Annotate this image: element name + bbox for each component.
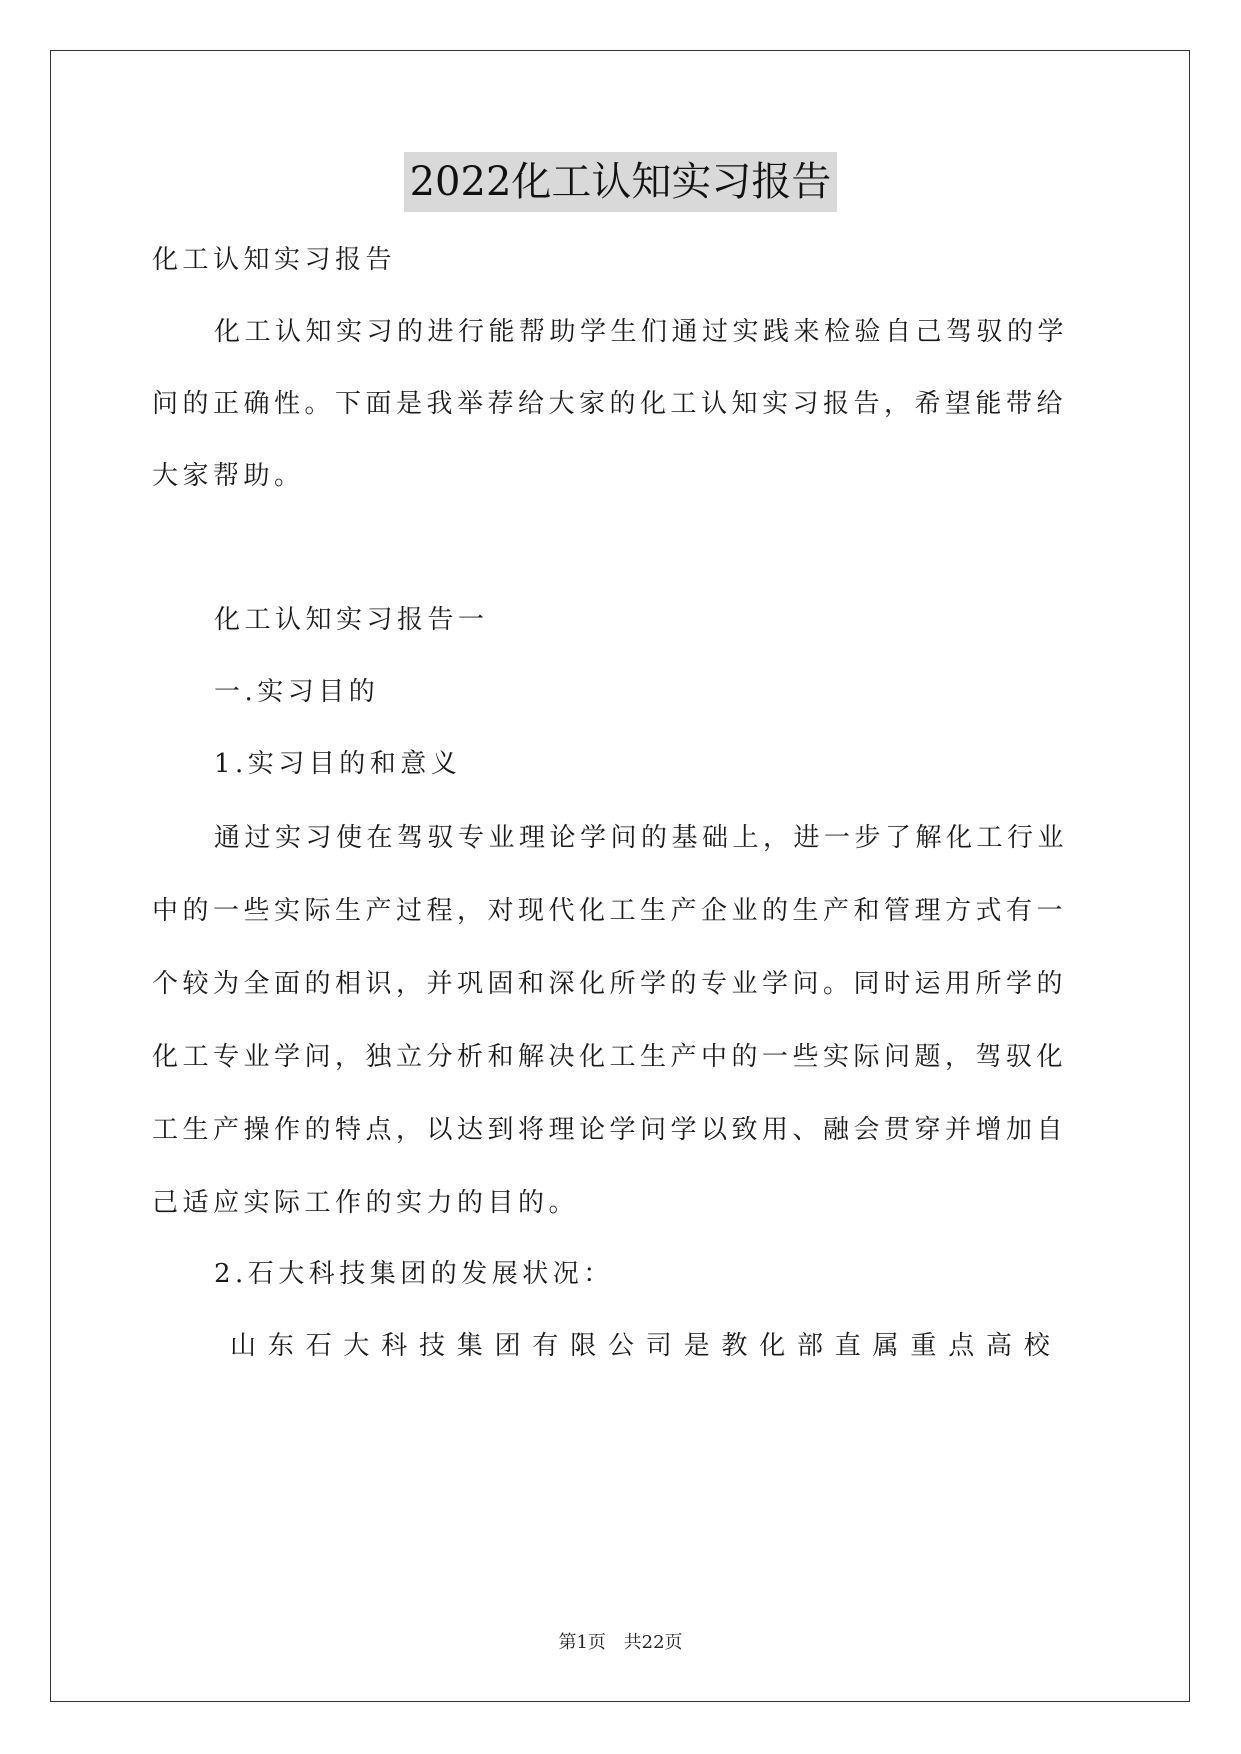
title-container xyxy=(0,152,1241,212)
paragraph-line: 工生产操作的特点，以达到将理论学问学以致用、融会贯穿并增加自 xyxy=(152,1115,1068,1145)
paragraph-line: 化工专业学问，独立分析和解决化工生产中的一些实际问题，驾驭化 xyxy=(152,1042,1068,1072)
paragraph-line: 个较为全面的相识，并巩固和深化所学的专业学问。同时运用所学的 xyxy=(152,969,1068,999)
page-total: 共22页 xyxy=(623,1632,683,1653)
subtitle-line: 化工认知实习报告 xyxy=(152,245,397,275)
page-footer xyxy=(0,1628,1241,1654)
page-border xyxy=(50,50,1190,1702)
paragraph-line: 山东石大科技集团有限公司是教化部直属重点高校 xyxy=(230,1331,1062,1361)
page-number: 第1页 xyxy=(558,1632,606,1653)
paragraph-line: 中的一些实际生产过程，对现代化工生产企业的生产和管理方式有一 xyxy=(152,896,1068,926)
section-heading: 化工认知实习报告一 xyxy=(214,605,489,635)
section-heading: 2.石大科技集团的发展状况： xyxy=(214,1259,614,1289)
section-heading: 1.实习目的和意义 xyxy=(214,749,462,779)
document-title: 2022化工认知实习报告 xyxy=(404,152,838,212)
section-heading: 一.实习目的 xyxy=(214,677,380,707)
paragraph-line: 通过实习使在驾驭专业理论学问的基础上，进一步了解化工行业 xyxy=(214,823,1069,853)
paragraph-line: 己适应实际工作的实力的目的。 xyxy=(152,1188,580,1218)
paragraph-line: 大家帮助。 xyxy=(152,461,305,491)
paragraph-line: 化工认知实习的进行能帮助学生们通过实践来检验自己驾驭的学 xyxy=(214,317,1069,347)
paragraph-line: 问的正确性。下面是我举荐给大家的化工认知实习报告，希望能带给 xyxy=(152,389,1068,419)
